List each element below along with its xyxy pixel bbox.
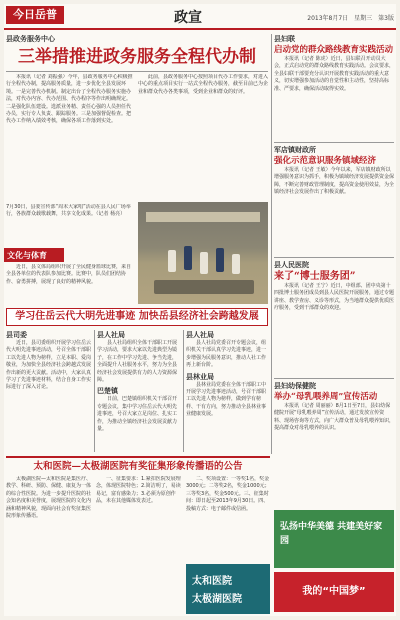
right-story-3 — [274, 260, 394, 376]
lead-headline: 三举措推进政务服务全程代办制 — [18, 47, 256, 67]
study-mid-body-2: 日前，巴楚镇组织机关干部召开专题会议，集中学习住岳云代大明先进事迹，号召大家立足岗位、扎实工作，为推动全镇经济社会发展贡献力量。 — [97, 396, 178, 433]
section-title: 政宣 — [174, 10, 202, 26]
right-kicker-4: 县妇幼保健院 — [274, 382, 316, 390]
divider — [274, 142, 394, 143]
culture-body-wrap — [6, 264, 134, 304]
photo-banner — [146, 212, 260, 222]
bottom-col-1 — [6, 476, 92, 614]
divider — [274, 378, 394, 379]
bottom-body-3: 二、奖项设置：一等奖1名，奖金3000元；二等奖2名，奖金1000元；三等奖3名，奖金500元。三、征集时间：即日起至2013年9月30日。四、投稿方式：电子邮件或信函。 — [186, 476, 270, 512]
right-body-3: 本报讯（记者 王宁）近日，中组部、团中央第十四批博士服务团成员到县人民医院开展服务，通过专题讲座、教学查房、义诊等形式，为当地群众提供优质医疗服务，受到干部群众的欢迎。 — [274, 283, 394, 312]
newspaper-page — [4, 4, 396, 616]
lead-body-col-2 — [138, 74, 268, 200]
culture-ribbon: 文化与体育 — [4, 248, 64, 262]
right-body-1: 本报讯（记者 陈虎）近日，县妇联召开动员大会，正式启动党的群众路线教育实践活动。会议要求，全县妇联干部要充分认识开展教育实践活动的重大意义，切实增强参加活动的自觉性和主动性，坚持高标准、严要求，确保活动取得实效。 — [274, 56, 394, 92]
divider — [6, 71, 268, 72]
divider — [6, 456, 270, 458]
right-body-2: 本报讯（记者 王敏）今年以来，军店镇财政所以增强服务意识为抓手，积极为镇域经济发展提供资金保障，不断完善财政管理制度，提高资金使用效益，为全镇经济社会发展作出了积极贡献。 — [274, 167, 394, 196]
newspaper-logo: 今日岳普 — [6, 6, 64, 24]
right-story-2 — [274, 145, 394, 255]
divider — [274, 257, 394, 258]
right-kicker-3: 县人民医院 — [274, 261, 309, 269]
lead-photo-caption: 7月30日，县委宣传部“周末大家唱”活动在县人民广场举行，各族群众载歌载舞，共享文化成果。（记者 杨亮） — [6, 204, 131, 217]
issue-info: 2013年8月7日 星期三 第3版 — [307, 15, 394, 22]
right-headline-1: 启动党的群众路线教育实践活动 — [274, 45, 394, 55]
lead-paragraph-1: 本报讯（记者 刘振强）今年，县政务服务中心积极推行全程代办制，提高服务质量，进一步优化全县发展环境。一是完善代办机制。制定出台了全程代办服务实施办法，对代办内容、代办范围、代办程序等作出明确规定。二是强化队伍建设。选派业务精、责任心强的人员担任代办员，实行专人负责、跟踪服务。三是加强督促检查。把代办工作纳入绩效考核，确保各项工作落到实处。 — [6, 74, 133, 125]
study-mid-kicker-2: 巴楚镇 — [97, 387, 118, 396]
study-left-body: 近日，县司委组织开展学习住岳云代大明先进事迹活动，号召全体干部职工以先进人物为榜样，立足本职、爱岗敬业，为加快全县经济社会跨越式发展作出新的更大贡献。活动中，大家认真学习了先进事迹材料，结合自身工作实际进行了深入讨论。 — [6, 340, 92, 391]
spectators — [154, 280, 254, 294]
bottom-col-2 — [96, 476, 182, 614]
public-service-ad-text: 弘扬中华美德 共建美好家园 — [280, 522, 383, 546]
hospital-ad — [186, 564, 270, 614]
study-left-kicker: 县司委 — [6, 331, 27, 339]
divider — [271, 34, 272, 454]
right-kicker-1: 县妇联 — [274, 35, 295, 43]
right-story-1 — [274, 34, 394, 140]
player-figure — [232, 254, 240, 274]
right-headline-4: 举办“母乳喂养周”宣传活动 — [274, 392, 378, 402]
player-figure — [216, 248, 224, 272]
hospital-ad-line-1: 太和医院 — [192, 576, 232, 587]
bottom-col-3 — [186, 476, 270, 560]
study-mid-body: 县人社局组织全体干部职工开展学习活动，要求大家以先进典型为镜子，在工作中学习先进、争当先进，全面提升人社服务水平，努力为全县经济社会发展提供有力的人力资源保障。 — [97, 340, 178, 384]
right-headline-2: 强化示范意识服务镇域经济 — [274, 156, 377, 166]
public-service-ad — [274, 510, 394, 568]
player-figure — [184, 246, 192, 270]
bottom-body-2: 一、征集要求：1.紧扣医院发展理念，体现医院特色；2.简洁明了，易读易记，富有感染力；3.必须为原创作品，未在其他媒体发表过。 — [96, 476, 181, 505]
lead-kicker: 县政务服务中心 — [6, 35, 55, 43]
lead-body-col-1 — [6, 74, 134, 200]
study-col-mid — [97, 330, 181, 454]
bottom-body-1: 太极湖医院—太和医院是集医疗、教学、科研、预防、保健、康复为一体的综合性医院。为进一步提升医院的社会知名度和美誉度，展现医院的文化内涵和精神风貌，现面向社会有奖征集医院形象传播语。 — [6, 476, 92, 520]
china-dream-ad: 我的“中国梦” — [274, 572, 394, 612]
culture-body: 近日，县文体局组织开展了全民健身篮球比赛，来自全县各单位的代表队参加比赛。比赛中，队员们团结协作、奋勇拼搏，展现了良好的精神风貌。 — [6, 264, 132, 285]
lead-headline-wrap — [6, 46, 268, 70]
study-right-kicker: 县人社局 — [186, 331, 214, 339]
study-col-left — [6, 330, 92, 454]
player-figure — [168, 250, 176, 272]
lead-photo-caption-wrap — [6, 204, 134, 246]
divider — [183, 330, 184, 452]
study-mid-kicker: 县人社局 — [97, 331, 125, 339]
study-right-kicker-2: 县林业局 — [186, 372, 214, 381]
right-story-4 — [274, 381, 394, 505]
banner-headline: 学习住岳云代大明先进事迹 加快岳县经济社会跨越发展 — [6, 308, 268, 326]
study-right-body: 县人社局党委召开专题会议，组织机关干部认真学习先进事迹，进一步增强为民服务意识，推动人社工作再上新台阶。 — [186, 340, 267, 369]
divider — [94, 330, 95, 452]
player-figure — [200, 252, 208, 274]
study-col-right — [186, 330, 268, 454]
right-kicker-2: 军店镇财政所 — [274, 146, 316, 154]
hospital-ad-line-2: 太极湖医院 — [192, 594, 242, 605]
bottom-headline: 太和医院—太极湖医院有奖征集形象传播语的公告 — [33, 461, 243, 472]
bottom-headline-wrap — [6, 460, 270, 474]
basketball-photo — [138, 202, 268, 304]
right-headline-3: 来了“博士服务团” — [274, 271, 356, 282]
lead-paragraph-2: 此前，县政务服务中心按照项目代办工作要求，对进入中心的重点项目实行一站式全程代办服务，截至目前已为企业和群众代办各类事项，受到企业和群众的好评。 — [138, 74, 268, 95]
study-right-body-2: 县林业局党委在全体干部职工中开展学习先进事迹活动，号召干部职工以先进人物为榜样，做到学有榜样、干有方向，努力推动全县林业事业健康发展。 — [186, 381, 267, 418]
masthead — [4, 4, 396, 30]
lead-kicker-wrap — [6, 34, 268, 46]
right-body-4: 本报讯（记者 周丽丽）8月1日至7日，县妇幼保健院开展“母乳喂养周”宣传活动，通过发放宣传资料、现场咨询等方式，向广大群众普及母乳喂养知识，提高群众对母乳喂养的认识。 — [274, 403, 394, 432]
